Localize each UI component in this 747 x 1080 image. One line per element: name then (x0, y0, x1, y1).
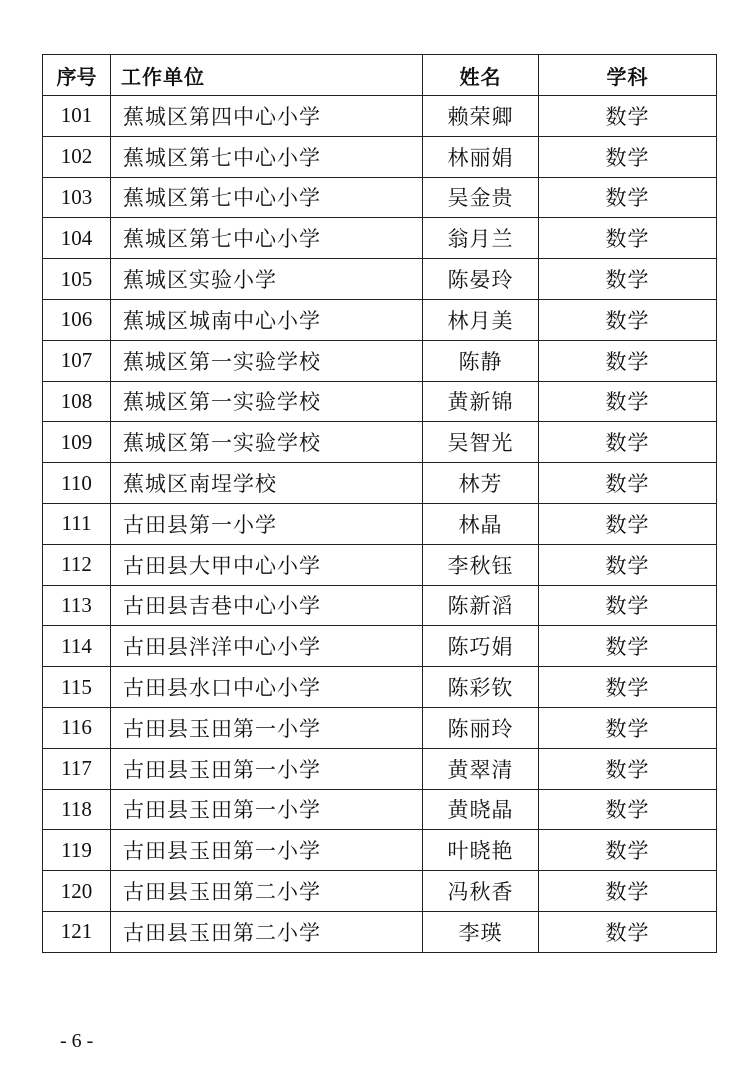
table-row (43, 177, 717, 218)
cell-subject: 数学 (539, 96, 717, 137)
header-row (43, 55, 717, 96)
table-row (43, 789, 717, 830)
cell-name: 黄翠清 (423, 748, 539, 789)
cell-no: 102 (43, 136, 111, 177)
cell-name: 冯秋香 (423, 871, 539, 912)
cell-no: 114 (43, 626, 111, 667)
cell-subject: 数学 (539, 707, 717, 748)
cell-name: 吴金贵 (423, 177, 539, 218)
table-row (43, 911, 717, 952)
cell-no: 104 (43, 218, 111, 259)
cell-name: 翁月兰 (423, 218, 539, 259)
table-row (43, 463, 717, 504)
cell-unit: 蕉城区城南中心小学 (111, 299, 423, 340)
cell-name: 吴智光 (423, 422, 539, 463)
table-row (43, 830, 717, 871)
cell-unit: 蕉城区第四中心小学 (111, 96, 423, 137)
cell-subject: 数学 (539, 218, 717, 259)
cell-no: 112 (43, 544, 111, 585)
cell-subject: 数学 (539, 422, 717, 463)
cell-subject: 数学 (539, 911, 717, 952)
table-row (43, 707, 717, 748)
header-name: 姓名 (423, 55, 539, 96)
cell-no: 108 (43, 381, 111, 422)
cell-name: 赖荣卿 (423, 96, 539, 137)
cell-subject: 数学 (539, 789, 717, 830)
cell-no: 105 (43, 259, 111, 300)
cell-unit: 古田县玉田第一小学 (111, 830, 423, 871)
cell-subject: 数学 (539, 830, 717, 871)
cell-no: 121 (43, 911, 111, 952)
cell-name: 黄新锦 (423, 381, 539, 422)
cell-no: 103 (43, 177, 111, 218)
cell-name: 李瑛 (423, 911, 539, 952)
cell-name: 叶晓艳 (423, 830, 539, 871)
cell-subject: 数学 (539, 299, 717, 340)
cell-unit: 蕉城区第七中心小学 (111, 136, 423, 177)
cell-unit: 古田县玉田第一小学 (111, 789, 423, 830)
cell-no: 110 (43, 463, 111, 504)
cell-unit: 蕉城区第一实验学校 (111, 340, 423, 381)
table-header (43, 55, 717, 96)
cell-unit: 蕉城区第一实验学校 (111, 381, 423, 422)
table-row (43, 871, 717, 912)
table-row (43, 381, 717, 422)
cell-no: 101 (43, 96, 111, 137)
header-no: 序号 (43, 55, 111, 96)
cell-no: 115 (43, 667, 111, 708)
table-row (43, 218, 717, 259)
cell-unit: 蕉城区第七中心小学 (111, 177, 423, 218)
cell-subject: 数学 (539, 136, 717, 177)
roster-table (42, 54, 717, 953)
cell-no: 111 (43, 503, 111, 544)
page-number: - 6 - (60, 1030, 94, 1052)
cell-no: 118 (43, 789, 111, 830)
cell-name: 林晶 (423, 503, 539, 544)
header-unit: 工作单位 (111, 55, 423, 96)
cell-unit: 古田县泮洋中心小学 (111, 626, 423, 667)
cell-name: 陈丽玲 (423, 707, 539, 748)
cell-no: 116 (43, 707, 111, 748)
cell-unit: 古田县水口中心小学 (111, 667, 423, 708)
cell-unit: 蕉城区南埕学校 (111, 463, 423, 504)
cell-name: 林芳 (423, 463, 539, 504)
table-row (43, 259, 717, 300)
cell-subject: 数学 (539, 381, 717, 422)
cell-name: 陈晏玲 (423, 259, 539, 300)
cell-subject: 数学 (539, 626, 717, 667)
table-row (43, 748, 717, 789)
table-row (43, 585, 717, 626)
cell-unit: 古田县大甲中心小学 (111, 544, 423, 585)
table-row (43, 667, 717, 708)
cell-subject: 数学 (539, 503, 717, 544)
cell-no: 117 (43, 748, 111, 789)
table-row (43, 96, 717, 137)
cell-unit: 蕉城区第一实验学校 (111, 422, 423, 463)
cell-subject: 数学 (539, 748, 717, 789)
cell-subject: 数学 (539, 544, 717, 585)
cell-subject: 数学 (539, 259, 717, 300)
table-body (43, 96, 717, 953)
cell-no: 107 (43, 340, 111, 381)
cell-name: 黄晓晶 (423, 789, 539, 830)
table-row (43, 136, 717, 177)
cell-name: 陈新滔 (423, 585, 539, 626)
cell-unit: 蕉城区实验小学 (111, 259, 423, 300)
cell-unit: 古田县玉田第一小学 (111, 748, 423, 789)
cell-subject: 数学 (539, 667, 717, 708)
table-row (43, 340, 717, 381)
cell-name: 林月美 (423, 299, 539, 340)
cell-name: 陈彩钦 (423, 667, 539, 708)
table-row (43, 626, 717, 667)
cell-name: 陈巧娟 (423, 626, 539, 667)
cell-name: 林丽娟 (423, 136, 539, 177)
table-row (43, 422, 717, 463)
cell-no: 106 (43, 299, 111, 340)
cell-no: 119 (43, 830, 111, 871)
cell-no: 109 (43, 422, 111, 463)
cell-unit: 古田县玉田第二小学 (111, 911, 423, 952)
cell-unit: 古田县玉田第二小学 (111, 871, 423, 912)
cell-no: 120 (43, 871, 111, 912)
cell-subject: 数学 (539, 177, 717, 218)
cell-unit: 古田县玉田第一小学 (111, 707, 423, 748)
table-row (43, 503, 717, 544)
cell-subject: 数学 (539, 463, 717, 504)
cell-name: 李秋钰 (423, 544, 539, 585)
table-row (43, 299, 717, 340)
cell-name: 陈静 (423, 340, 539, 381)
cell-subject: 数学 (539, 340, 717, 381)
cell-unit: 古田县第一小学 (111, 503, 423, 544)
header-subject: 学科 (539, 55, 717, 96)
cell-subject: 数学 (539, 871, 717, 912)
cell-no: 113 (43, 585, 111, 626)
cell-unit: 蕉城区第七中心小学 (111, 218, 423, 259)
table-row (43, 544, 717, 585)
cell-unit: 古田县吉巷中心小学 (111, 585, 423, 626)
cell-subject: 数学 (539, 585, 717, 626)
